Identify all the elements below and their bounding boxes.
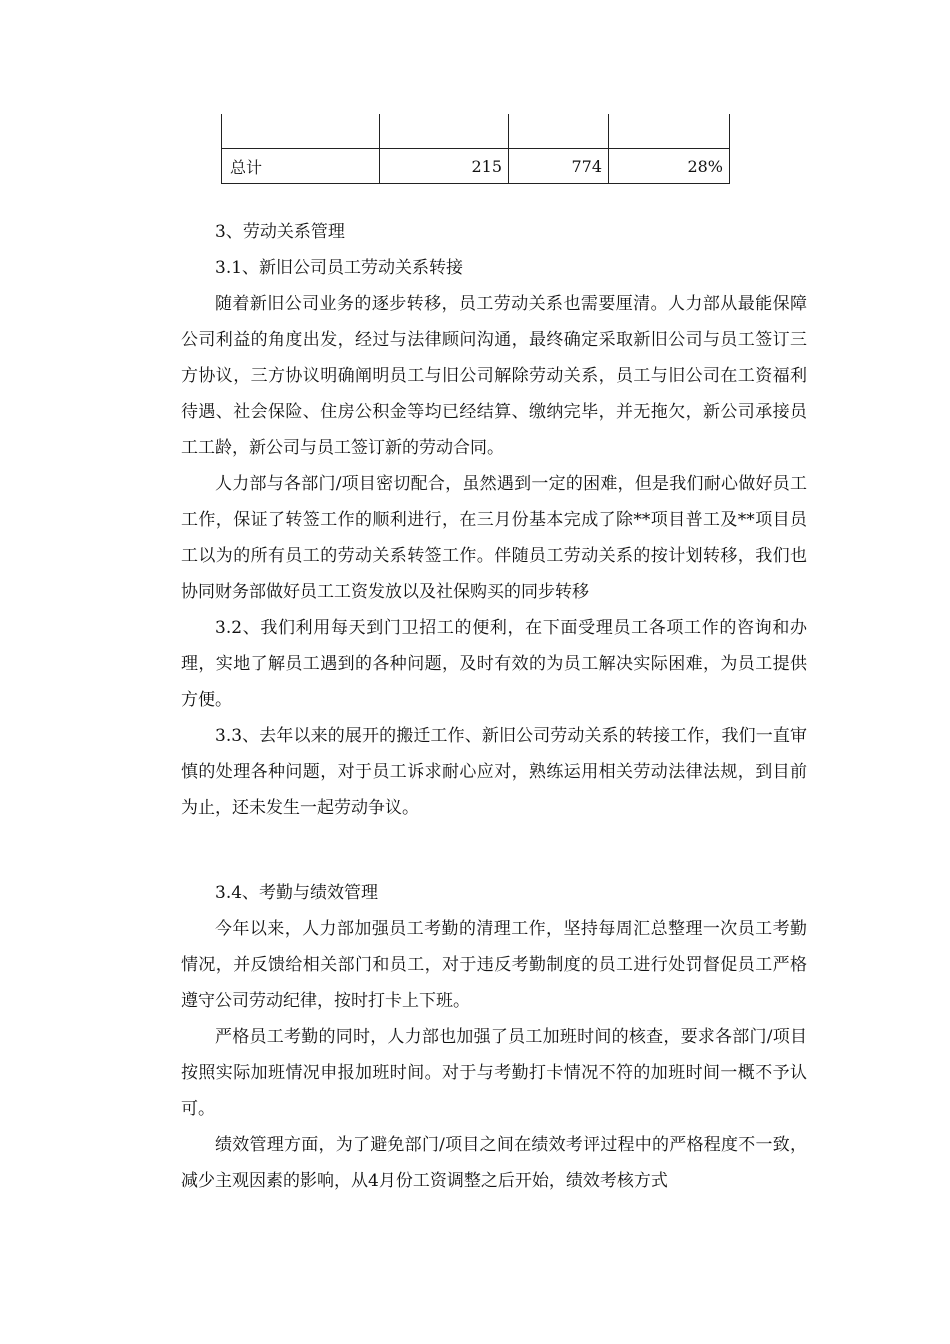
table-cell (222, 114, 380, 149)
table-cell (509, 114, 609, 149)
section-3-text (181, 214, 807, 826)
total-value-cell: 215 (380, 149, 509, 184)
paragraph: 3.2、我们利用每天到门卫招工的便利，在下面受理员工各项工作的咨询和办理，实地了解员工遇到的各种问题，及时有效的为员工解决实际困难，为员工提供方便。 (181, 618, 807, 710)
subsection-heading: 3.4、考勤与绩效管理 (215, 883, 379, 903)
paragraph: 严格员工考勤的同时，人力部也加强了员工加班时间的核查，要求各部门/项目按照实际加班情况申报加班时间。对于与考勤打卡情况不符的加班时间一概不予认可。 (181, 1027, 807, 1119)
paragraph: 绩效管理方面，为了避免部门/项目之间在绩效考评过程中的严格程度不一致，减少主观因素的影响，从4月份工资调整之后开始，绩效考核方式 (181, 1135, 807, 1191)
table-cell (609, 114, 730, 149)
section-3-4-text (181, 875, 807, 1199)
paragraph: 随着新旧公司业务的逐步转移，员工劳动关系也需要厘清。人力部从最能保障公司利益的角度出发，经过与法律顾问沟通，最终确定采取新旧公司与员工签订三方协议，三方协议明确阐明员工与旧公司解除劳动关系，员工与旧公司在工资福利待遇、社会保险、住房公积金等均已经结算、缴纳完毕，并无拖欠，新公司承接员工工龄，新公司与员工签订新的劳动合同。 (181, 294, 807, 458)
table-cell (380, 114, 509, 149)
summary-table-grid (221, 114, 730, 184)
table-row-total (222, 149, 730, 184)
summary-table (221, 114, 729, 184)
paragraph: 今年以来，人力部加强员工考勤的清理工作，坚持每周汇总整理一次员工考勤情况，并反馈给相关部门和员工，对于违反考勤制度的员工进行处罚督促员工严格遵守公司劳动纪律，按时打卡上下班。 (181, 919, 807, 1011)
subsection-heading: 3.1、新旧公司员工劳动关系转接 (215, 258, 464, 278)
section-heading: 3、劳动关系管理 (215, 222, 345, 242)
paragraph: 3.3、去年以来的展开的搬迁工作、新旧公司劳动关系的转接工作，我们一直审慎的处理各种问题，对于员工诉求耐心应对，熟练运用相关劳动法律法规，到目前为止，还未发生一起劳动争议。 (181, 726, 807, 818)
total-label-cell: 总计 (222, 149, 380, 184)
table-row (222, 114, 730, 149)
total-percent-cell: 28% (609, 149, 730, 184)
paragraph: 人力部与各部门/项目密切配合，虽然遇到一定的困难，但是我们耐心做好员工工作，保证了转签工作的顺利进行，在三月份基本完成了除**项目普工及**项目员工以为的所有员工的劳动关系转签工作。伴随员工劳动关系的按计划转移，我们也协同财务部做好员工工资发放以及社保购买的同步转移 (181, 474, 807, 602)
total-value-cell: 774 (509, 149, 609, 184)
